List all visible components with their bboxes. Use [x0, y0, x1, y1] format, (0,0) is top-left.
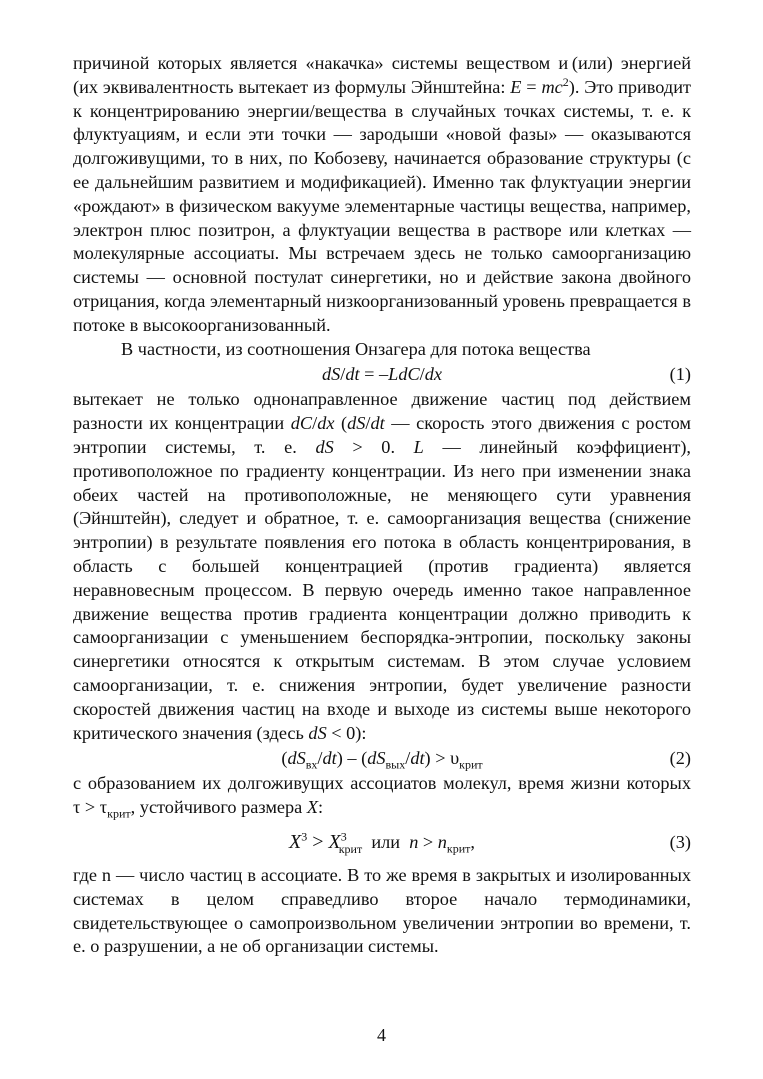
equation-2: $(dS_{вх}/dt) - (dS_{вых}/dt) > \upsilon_{крит}$: [281, 748, 483, 772]
page-number: 4: [377, 1025, 386, 1045]
equation-2-number: (2): [669, 748, 691, 769]
page-body: [73, 52, 691, 959]
paragraph-2: В частности, из соотношения Онзагера для потока вещества: [121, 338, 591, 359]
equation-3: $X^3 > X^3_{крит}$ или $n > n_{крит}$,: [288, 829, 475, 856]
paragraph-1: причиной которых является «накачка» системы веществом и (или) энергией (их эквивалентность вытекает из формулы Эйнштейна: $E = mc^2$). Это приводит к концентрированию энергии/вещества в случайных точках системы, т. е. к флуктуациям, и если эти точки — зародыши «новой фазы» — оказываются долгоживущими, то в них, по Кобозеву, начинается образование структуры (с ее дальнейшим развитием и модификацией). Именно так флуктуации энергии «рождают» в физическом вакууме элементарные частицы вещества, например, электрон плюс позитрон, а флуктуации вещества в растворе или клетках — молекулярные ассоциаты. Мы встречаем здесь не только самоорганизацию системы — основной постулат синергетики, но и действие закона двойного отрицания, когда элементарный низкоорганизованный уровень превращается в потоке в высокоорганизованный.: [73, 53, 691, 335]
equation-2-line: [73, 745, 691, 772]
paragraph-5: где n — число частиц в ассоциате. В то же время в закрытых и изолированных системах в целом справедливо второе начало термодинамики, свидетельствующее о самопроизвольном увеличении энтропии во времени, т. е. о разрушении, а не об организации системы.: [73, 864, 691, 957]
equation-1-number: (1): [669, 364, 691, 385]
equation-1: dS/dt = –LdC/dx: [321, 364, 443, 385]
equation-3-number: (3): [669, 831, 691, 852]
paragraph-4: с образованием их долгоживущих ассоциатов молекул, время жизни которых $\tau > \tau_{крит}$, устойчивого размера X:: [73, 773, 691, 821]
paragraph-3: вытекает не только однонаправленное движение частиц под действием разности их концентрации dC/dx (dS/dt — скорость этого движения с ростом энтропии системы, т. е. dS > 0. L — линейный коэффициент), противоположное по градиенту концентрации. Из него при изменении знака обеих частей на противоположные, не меняющего сути уравнения (Эйнштейн), следует и обратное, т. е. самоорганизация вещества (снижение энтропии) в результате появления его потока в область концентрирования, в область с большей концентрацией (против градиента) является неравновесным процессом. В первую очередь именно такое направленное движение вещества против градиента концентрации должно приводить к самоорганизации с уменьшением беспорядка-энтропии, поскольку законы синергетики относятся к открытым системам. В этом случае условием самоорганизации, т. е. снижения энтропии, будет увеличение разности скоростей движения частиц на входе и выходе из системы выше некоторого критического значения (здесь dS < 0):: [73, 389, 691, 743]
equation-1-line: [73, 361, 691, 388]
equation-3-line: [73, 820, 691, 864]
